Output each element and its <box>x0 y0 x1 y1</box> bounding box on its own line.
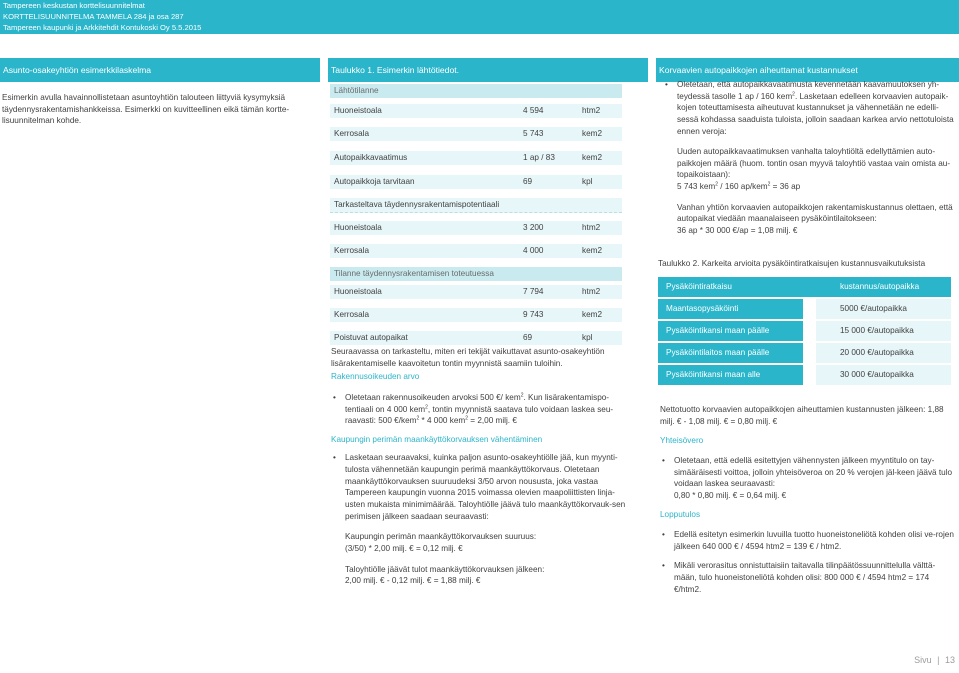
list-yhteisovero <box>660 455 956 502</box>
table-2-title: Taulukko 2. Karkeita arvioita pysäköintiratkaisujen kustannusvaikutuksista <box>658 259 926 268</box>
table-header-cell: kustannus/autopaikka <box>816 277 951 297</box>
table-cell: Huoneistoala <box>334 287 382 296</box>
bullet-icon: • <box>662 455 665 465</box>
middle-intro: Seuraavassa on tarkasteltu, miten eri tekijät vaikuttavat asunto-osakeyhtiön lisärakentamiselle kaavoitetun tontin myynnistä saamiin tuloihin. <box>331 347 605 368</box>
list-kaupunki <box>331 452 631 586</box>
right-lower-text <box>660 404 956 595</box>
list-item: • Oletetaan, että autopaikkavaatimusta kevennetään kaavamuutoksen yh- teydessä tasolle 1 ap / 160 kem$^2$. Lasketaan edelleen korvaavien autopaik- kojen toteuttamisesta aiheutuvat kustannukset ja vähennetään ne edelli-sessä kohdassa saaduista tuloista, jolloin saadaan karkea arvio nettotuloista ennen veroja: <box>665 80 954 136</box>
bullet-icon: • <box>662 561 665 571</box>
table-row <box>330 221 622 236</box>
table-row <box>658 365 951 385</box>
middle-section-title: Taulukko 1. Esimerkin lähtötiedot. <box>328 58 648 82</box>
document-header <box>0 0 959 34</box>
table-1-section-lahtotilanne: Lähtötilanne <box>330 84 622 98</box>
table-row <box>330 175 622 190</box>
bullet-icon: • <box>665 80 668 89</box>
table-cell: Kerrosala <box>334 310 370 319</box>
bullet-icon: • <box>333 392 336 402</box>
table-row <box>658 321 951 341</box>
left-intro-text <box>2 92 302 127</box>
list-item: • Mikäli verorasitus onnistuttaisiin taitavalla tilinpäätössuunnittelulla välttä-mään, tulo huoneistoneliötä kohden olisi: 800 000 € / 4594 htm2 = 174 €/htm2. <box>662 561 936 594</box>
table-cell: 5000 €/autopaikka <box>816 299 951 319</box>
header-line-2: KORTTELISUUNNITELMA TAMMELA 284 ja osa 287 <box>3 12 184 21</box>
left-section-title: Asunto-osakeyhtiön esimerkkilaskelma <box>0 58 320 82</box>
table-cell: kem2 <box>582 153 603 162</box>
table-row <box>330 285 622 300</box>
table-cell: Autopaikkavaatimus <box>334 153 408 162</box>
list-item: • Lasketaan seuraavaksi, kuinka paljon asunto-osakeyhtiölle jää, kun myynti-tulosta vähennetään kaupungin perimä maankäyttökorvaus. Oletetaan maankäyttökorvauksen suuruudeksi 3/50 arvon noususta, joka vastaa Tampereen kaupungin vuonna 2015 voimassa olevien maapoliittisten linja-usten mukaista minimimäärää. Taloyhtiölle jäävä tulo maankäyttökorvauk-sen perimisen jälkeen saadaan seuraavasti: Kaupungin perimän maankäyttökorvauksen suuruus: (3/50) * 2,00 milj. € = 0,12 milj. € Taloyhtiölle jäävät tulot maankäyttökorvauksen jälkeen: 2,00 milj. € - 0,12 milj. € = 1,88 milj. € <box>333 453 626 586</box>
table-cell: 7 794 <box>523 287 544 296</box>
table-2 <box>658 277 951 387</box>
table-row <box>330 244 622 259</box>
page-label: Sivu <box>914 655 932 666</box>
table-cell: 4 594 <box>523 106 544 115</box>
intro-paragraph: Esimerkin avulla havainnollistetaan asuntoyhtiön talouteen liittyviä kysymyksiä täydennysrakentamishankkeissa. Esimerkki on kuvitteellinen eikä tämän kortte-lisuunnitelman kohde. <box>2 93 290 126</box>
table-row <box>658 299 951 319</box>
table-cell: Kerrosala <box>334 246 370 255</box>
table-row <box>658 343 951 363</box>
list-autopaikat <box>663 79 956 137</box>
header-line-3: Tampereen kaupunki ja Arkkitehdit Kontukoski Oy 5.5.2015 <box>3 23 202 32</box>
table-cell: 1 ap / 83 <box>523 153 555 162</box>
heading-rakennusoikeus: Rakennusoikeuden arvo <box>331 372 420 382</box>
table-cell: Huoneistoala <box>334 106 382 115</box>
table-cell: kem2 <box>582 129 603 138</box>
table-cell: 5 743 <box>523 129 544 138</box>
page-number: Sivu | 13 <box>914 655 955 666</box>
paragraph-autopaikkamaara: Uuden autopaikkavaatimuksen vanhalta taloyhtiöltä edellyttämien auto-paikkojen määrä (huom. tontin osan myyvä taloyhtiö vastaa vain omista au-topaikoistaan): 5 743 kem$^2$ / 160 ap/kem$^2$ = 36 ap <box>677 147 951 192</box>
table-cell: 69 <box>523 333 533 342</box>
list-item: • Edellä esitetyn esimerkin luvuilla tuotto huoneistoneliötä kohden olisi ve-rojen jälkeen 640 000 € / 4594 htm2 = 139 € / htm2. <box>662 530 954 551</box>
table-row <box>330 127 622 142</box>
list-lopputulos <box>660 529 956 595</box>
table-section-row <box>330 198 622 213</box>
table-cell: kem2 <box>582 310 603 319</box>
table-cell: kpl <box>582 177 593 186</box>
table-cell: Pysäköintikansi maan alle <box>658 365 803 385</box>
middle-text <box>331 346 631 587</box>
list-rakennusoikeus <box>331 392 631 427</box>
paragraph-kustannus: Vanhan yhtiön korvaavien autopaikkojen rakentamiskustannus olettaen, että autopaikat viedään maanalaiseen pysäköintilaitokseen: 36 ap * 30 000 €/ap = 1,08 milj. € <box>677 202 953 236</box>
table-cell: htm2 <box>582 106 601 115</box>
nettotuotto-paragraph: Nettotuotto korvaavien autopaikkojen aiheuttamien kustannusten jälkeen: 1,88 milj. € - 1,08 milj. € = 0,80 milj. € <box>660 405 944 426</box>
table-1-section-potentiaali: Tarkasteltava täydennysrakentamispotentiaali <box>334 200 500 209</box>
bullet-icon: • <box>333 453 336 463</box>
heading-lopputulos: Lopputulos <box>660 510 701 520</box>
heading-yhteisovero: Yhteisövero <box>660 436 704 446</box>
table-header-row <box>658 277 951 297</box>
list-item: • Oletetaan rakennusoikeuden arvoksi 500 €/ kem$^2$. Kun lisärakentamispo- tentiaali on 4 000 kem$^2$, tontin myynnistä saatava tulo voidaan laskea seu- raavasti: 500 €/kem$^2$ * 4 000 kem$^2$ = 2,00 milj. € <box>333 392 614 426</box>
table-cell: htm2 <box>582 287 601 296</box>
table-cell: 15 000 €/autopaikka <box>816 321 951 341</box>
table-row <box>330 151 622 166</box>
page-number-value: 13 <box>944 655 955 666</box>
table-cell: Autopaikkoja tarvitaan <box>334 177 415 186</box>
table-1 <box>330 84 622 346</box>
table-cell: Pysäköintilaitos maan päälle <box>658 343 803 363</box>
table-row <box>330 331 622 346</box>
right-text <box>663 79 956 237</box>
table-cell: Pysäköintikansi maan päälle <box>658 321 803 341</box>
table-row <box>330 104 622 119</box>
table-cell: 3 200 <box>523 223 544 232</box>
table-cell: Huoneistoala <box>334 223 382 232</box>
table-cell: 4 000 <box>523 246 544 255</box>
table-cell: 30 000 €/autopaikka <box>816 365 951 385</box>
table-cell: 9 743 <box>523 310 544 319</box>
table-cell: Maantasopysäköinti <box>658 299 803 319</box>
table-cell: 20 000 €/autopaikka <box>816 343 951 363</box>
table-cell: Kerrosala <box>334 129 370 138</box>
bullet-icon: • <box>662 530 665 540</box>
list-item: • Oletetaan, että edellä esitettyjen vähennysten jälkeen myyntitulo on tay-simääräisesti voittoa, jolloin yhteisöveroa on 20 % verojen jäl-keen jäävä tulo voidaan laskea seuraavasti: 0,80 * 0,80 milj. € = 0,64 milj. € <box>662 455 953 500</box>
heading-kaupunki: Kaupungin perimän maankäyttökorvauksen vähentäminen <box>331 434 543 444</box>
table-header-cell: Pysäköintiratkaisu <box>666 282 732 291</box>
table-1-section-tilanne: Tilanne täydennysrakentamisen toteutuessa <box>330 267 622 281</box>
table-cell: htm2 <box>582 223 601 232</box>
table-cell: 69 <box>523 177 533 186</box>
right-section-title: Korvaavien autopaikkojen aiheuttamat kustannukset <box>656 58 959 82</box>
table-cell: kpl <box>582 333 593 342</box>
table-cell: Poistuvat autopaikat <box>334 333 408 342</box>
header-line-1: Tampereen keskustan korttelisuunnitelmat <box>3 1 145 10</box>
table-row <box>330 308 622 323</box>
table-cell: kem2 <box>582 246 603 255</box>
